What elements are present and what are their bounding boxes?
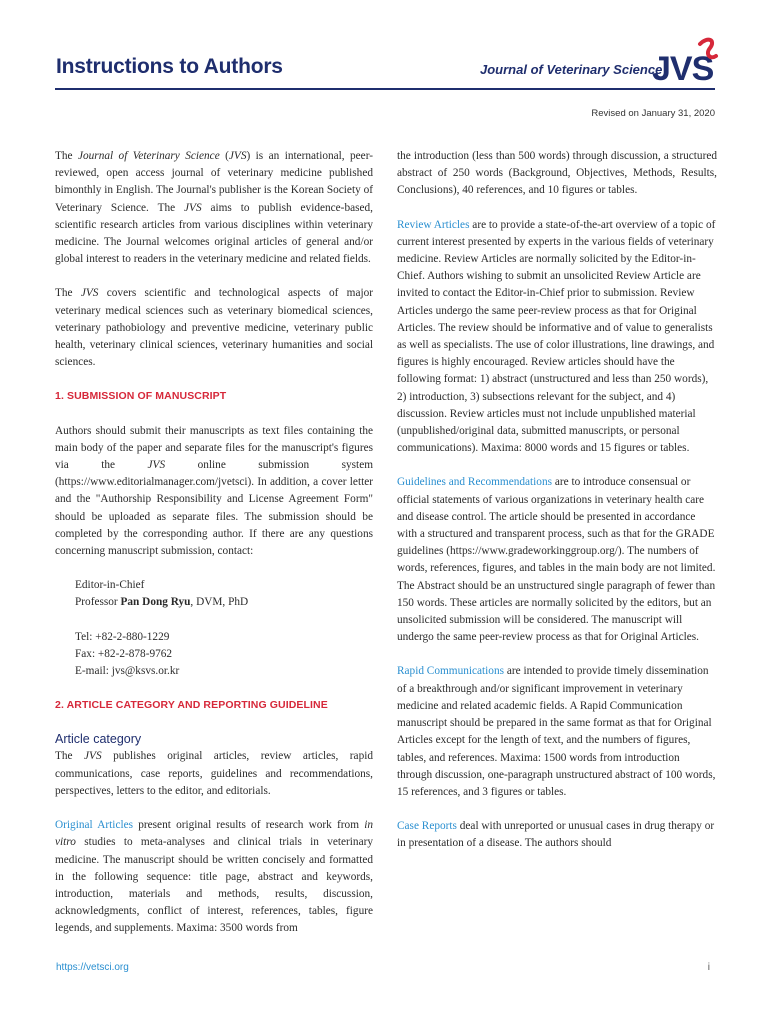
case-reports-paragraph: Case Reports deal with unreported or unusual cases in drug therapy or in presentation of a disease. The authors should — [397, 820, 715, 850]
jvs-logo-text: JVS — [652, 50, 714, 86]
revised-date: Revised on January 31, 2020 — [591, 108, 715, 119]
page-title: Instructions to Authors — [56, 55, 283, 78]
section-heading-article-category: 2. ARTICLE CATEGORY AND REPORTING GUIDELINE — [55, 699, 328, 712]
guidelines-paragraph: Guidelines and Recommendations are to introduce consensual or official statements of various organizations in veterinary health care and disease control. The article should be presented in accordance with a structured and transparent process, such as that for the GRADE guidelines (https://www.gradeworkinggroup.org/). The numbers of words, references, figures, and tables in the main body are not limited. The Abstract should be an unstructured single paragraph of fewer than 150 words. These articles are normally solicited by the editors, but an unsolicited submission will be considered. The manuscript will undergo the same peer-review process as that for Original Articles. — [397, 476, 716, 644]
subheading-article-category: Article category — [55, 732, 142, 747]
contact-tel: Tel: +82-2-880-1229 — [75, 630, 170, 643]
submission-paragraph: Authors should submit their manuscripts as text files containing the main body of the paper and separate files for the manuscript's figures via the JVS online submission system (https://www.editorialmanager.com/jvetsci). In addition, a cover letter and the "Authorship Responsibility and License Agreement Form" should be uploaded as separate files. The submission should be completed by the corresponding author. If there are any questions concerning manuscript submission, contact: — [55, 424, 373, 558]
header-rule — [55, 88, 715, 90]
rapid-communications-paragraph: Rapid Communications are intended to provide timely dissemination of a breakthrough and/or significant improvement in veterinary medicine and related academic fields. A Rapid Communication manuscript should be prepared in the same format as that for Original Articles except for the length of text, and the numbers of figures, tables, and references. Maxima: 1500 words from introduction through discussion, one-paragraph unstructured abstract of 100 words, 15 references, and 3 figures or tables. — [397, 665, 716, 798]
section-heading-submission: 1. SUBMISSION OF MANUSCRIPT — [55, 390, 227, 403]
journal-name: Journal of Veterinary Science — [480, 62, 663, 77]
intro-paragraph: The Journal of Veterinary Science (JVS) is an international, peer-reviewed, open access journal of veterinary medicine published bimonthly in English. The Journal's publisher is the Korean Society of Veterinary Science. The JVS aims to publish evidence-based, scientific research articles from various disciplines within veterinary medicine. The Journal welcomes original articles of general and/or global interest to readers in the veterinary medicine and related fields. — [55, 150, 373, 266]
term-original-articles: Original Articles — [55, 819, 134, 832]
term-rapid-communications: Rapid Communications — [397, 665, 505, 678]
review-articles-paragraph: Review Articles are to provide a state-of-the-art overview of a topic of current interest presented by experts in the various fields of veterinary medicine. Review Articles are normally solicited by the Editor-in-Chief. Authors wishing to submit an unsolicited Review Article are invited to contact the Editor-in-Chief prior to submission. Review Articles undergo the same peer-review process as that for Original Articles. The review should be informative and of value to generalists as well as specialists. The use of color illustrations, line drawings, and figures is highly encouraged. Review articles should have the following format: 1) abstract (unstructured and less than 250 words), 2) introduction, 3) subsections relevant for the subject, and 4) discussion. Review articles must not include unpublished material (unpublished/original data, submitted manuscripts, or personal communications). Maxima: 8000 words and 15 figures or tables. — [397, 218, 716, 455]
jvs-logo-icon — [650, 34, 720, 86]
scope-paragraph: The JVS covers scientific and technological aspects of major veterinary medical sciences such as veterinary biomedical sciences, veterinary pathobiology and preventive medicine, veterinary public health, veterinary clinical sciences, veterinary humanities and social sciences. — [55, 287, 374, 369]
left-column — [55, 148, 373, 955]
original-articles-paragraph: Original Articles present original results of research work from in vitro studies to meta-analyses and clinical trials in veterinary medicine. The manuscript should be written concisely and formatted in the following sequence: title page, abstract and keywords, introduction, materials and methods, results, discussion, acknowledgments, conflict of interest, references, tables, figure legends, and supplements. Maxima: 3500 words from — [55, 819, 374, 935]
contact-name-line: Professor Pan Dong Ryu, DVM, PhD — [75, 596, 249, 609]
term-review-articles: Review Articles — [397, 218, 470, 231]
term-guidelines: Guidelines and Recommendations — [397, 476, 552, 489]
contact-block — [55, 577, 373, 680]
page-number: i — [707, 962, 710, 973]
contact-role: Editor-in-Chief — [75, 579, 145, 592]
contact-email: E-mail: jvs@ksvs.or.kr — [75, 665, 180, 678]
original-articles-continued: the introduction (less than 500 words) through discussion, a structured abstract of 250 words (Background, Objectives, Methods, Results, Conclusions), 40 references, and 10 figures or tables. — [397, 150, 717, 197]
term-case-reports: Case Reports — [397, 820, 457, 833]
category-paragraph: The JVS publishes original articles, review articles, rapid communications, case reports, guidelines and recommendations, perspectives, letters to the editor, and editorials. — [55, 750, 374, 797]
footer-url-link[interactable]: https://vetsci.org — [56, 962, 129, 973]
right-column — [397, 148, 717, 870]
contact-fax: Fax: +82-2-878-9762 — [75, 647, 173, 660]
